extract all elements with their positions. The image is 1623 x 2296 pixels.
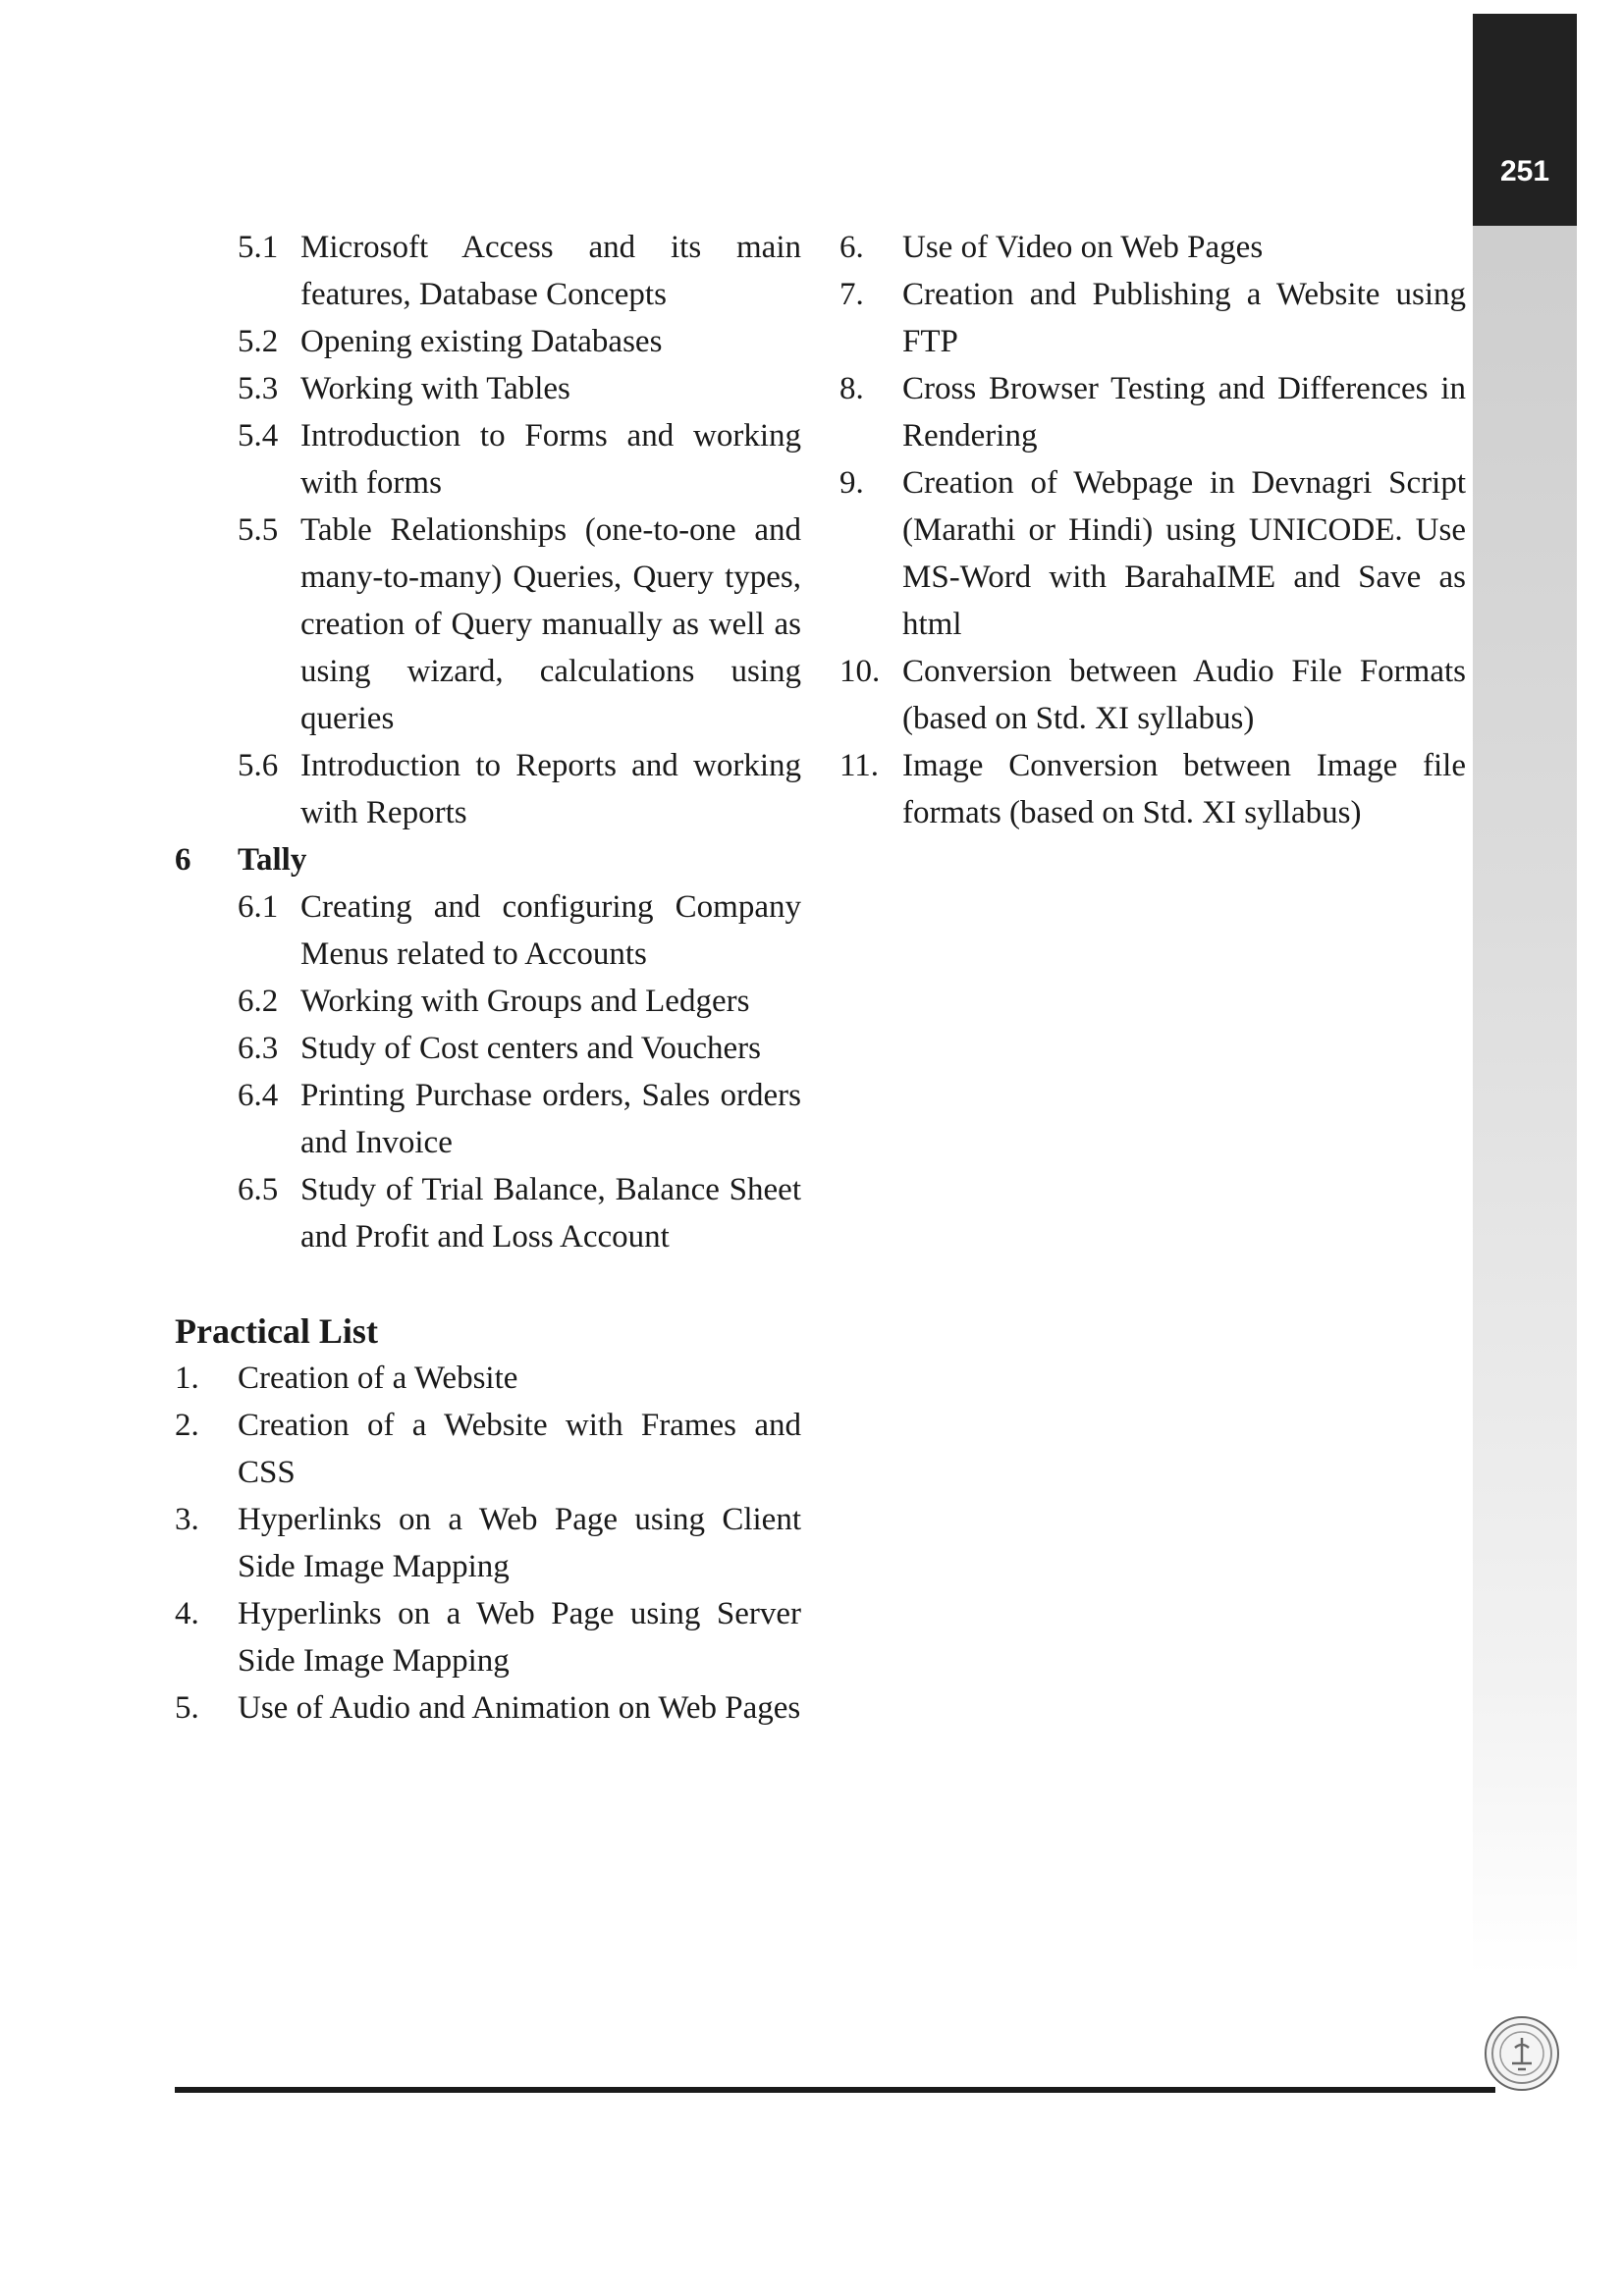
item-text: Working with Tables	[300, 371, 570, 406]
item-number: 7.	[839, 277, 864, 312]
item-text: Use of Video on Web Pages	[902, 230, 1264, 265]
item-number: 2.	[175, 1408, 199, 1443]
side-tab	[1473, 14, 1577, 1977]
item-text: Hyperlinks on a Web Page using Server Side Image Mapping	[238, 1596, 801, 1679]
item-number: 5.6	[238, 748, 279, 783]
item-number: 5.3	[238, 371, 279, 406]
list-item	[175, 1590, 801, 1684]
item-number: 11.	[839, 748, 880, 783]
item-number: 1.	[175, 1361, 199, 1396]
list-item	[175, 412, 801, 507]
item-text: Microsoft Access and its main features, Database Concepts	[300, 230, 801, 312]
list-item	[175, 1355, 801, 1402]
page-number-box	[1473, 14, 1577, 226]
list-item	[839, 459, 1466, 648]
item-text: Creation of Webpage in Devnagri Script (Marathi or Hindi) using UNICODE. Use MS-Word with BarahaIME and Save as html	[902, 465, 1466, 642]
emblem-icon	[1483, 2014, 1561, 2093]
item-number: 9.	[839, 465, 864, 501]
item-number: 6.5	[238, 1172, 279, 1207]
list-item	[839, 271, 1466, 365]
item-number: 3.	[175, 1502, 199, 1537]
item-number: 5.	[175, 1690, 199, 1726]
section-number: 6	[175, 842, 191, 878]
item-text: Creation of a Website	[238, 1361, 518, 1396]
item-text: Creation and Publishing a Website using FTP	[902, 277, 1466, 359]
section-title: Tally	[238, 842, 307, 878]
item-text: Introduction to Forms and working with forms	[300, 418, 801, 501]
item-text: Hyperlinks on a Web Page using Client Side Image Mapping	[238, 1502, 801, 1584]
list-item	[175, 318, 801, 365]
list-item	[175, 365, 801, 412]
list-item	[175, 1072, 801, 1166]
section-heading	[175, 836, 801, 883]
item-text: Cross Browser Testing and Differences in Rendering	[902, 371, 1466, 454]
list-item	[175, 224, 801, 318]
list-item	[175, 978, 801, 1025]
item-number: 6.2	[238, 984, 279, 1019]
bottom-rule	[175, 2087, 1495, 2093]
practical-list-heading: Practical List	[175, 1311, 378, 1351]
item-number: 10.	[839, 654, 881, 689]
list-item	[175, 883, 801, 978]
list-item	[175, 1025, 801, 1072]
item-text: Working with Groups and Ledgers	[300, 984, 750, 1019]
item-text: Study of Trial Balance, Balance Sheet and Profit and Loss Account	[300, 1172, 801, 1255]
list-item	[175, 1402, 801, 1496]
item-text: Printing Purchase orders, Sales orders and Invoice	[300, 1078, 801, 1160]
item-number: 8.	[839, 371, 864, 406]
item-text: Creation of a Website with Frames and CSS	[238, 1408, 801, 1490]
item-number: 5.1	[238, 230, 279, 265]
item-number: 5.5	[238, 512, 279, 548]
item-number: 4.	[175, 1596, 199, 1631]
item-text: Creating and configuring Company Menus related to Accounts	[300, 889, 801, 972]
list-item	[839, 224, 1466, 271]
item-text: Image Conversion between Image file formats (based on Std. XI syllabus)	[902, 748, 1466, 830]
item-text: Table Relationships (one-to-one and many-to-many) Queries, Query types, creation of Query manually as well as using wizard, calculations using queries	[300, 512, 801, 736]
item-text: Conversion between Audio File Formats (based on Std. XI syllabus)	[902, 654, 1466, 736]
list-item	[839, 742, 1466, 836]
list-item	[839, 648, 1466, 742]
item-text: Study of Cost centers and Vouchers	[300, 1031, 761, 1066]
item-number: 5.2	[238, 324, 279, 359]
list-item	[175, 1166, 801, 1260]
item-number: 5.4	[238, 418, 279, 454]
list-item	[175, 507, 801, 742]
item-number: 6.1	[238, 889, 279, 925]
item-number: 6.3	[238, 1031, 279, 1066]
list-item	[175, 1496, 801, 1590]
item-text: Introduction to Reports and working with Reports	[300, 748, 801, 830]
list-item	[839, 365, 1466, 459]
right-column	[839, 224, 1466, 836]
list-item	[175, 1684, 801, 1732]
item-text: Use of Audio and Animation on Web Pages	[238, 1690, 801, 1726]
list-item	[175, 742, 801, 836]
item-number: 6.	[839, 230, 864, 265]
left-column	[175, 224, 801, 1732]
item-text: Opening existing Databases	[300, 324, 663, 359]
item-number: 6.4	[238, 1078, 279, 1113]
page-number: 251	[1499, 155, 1550, 187]
